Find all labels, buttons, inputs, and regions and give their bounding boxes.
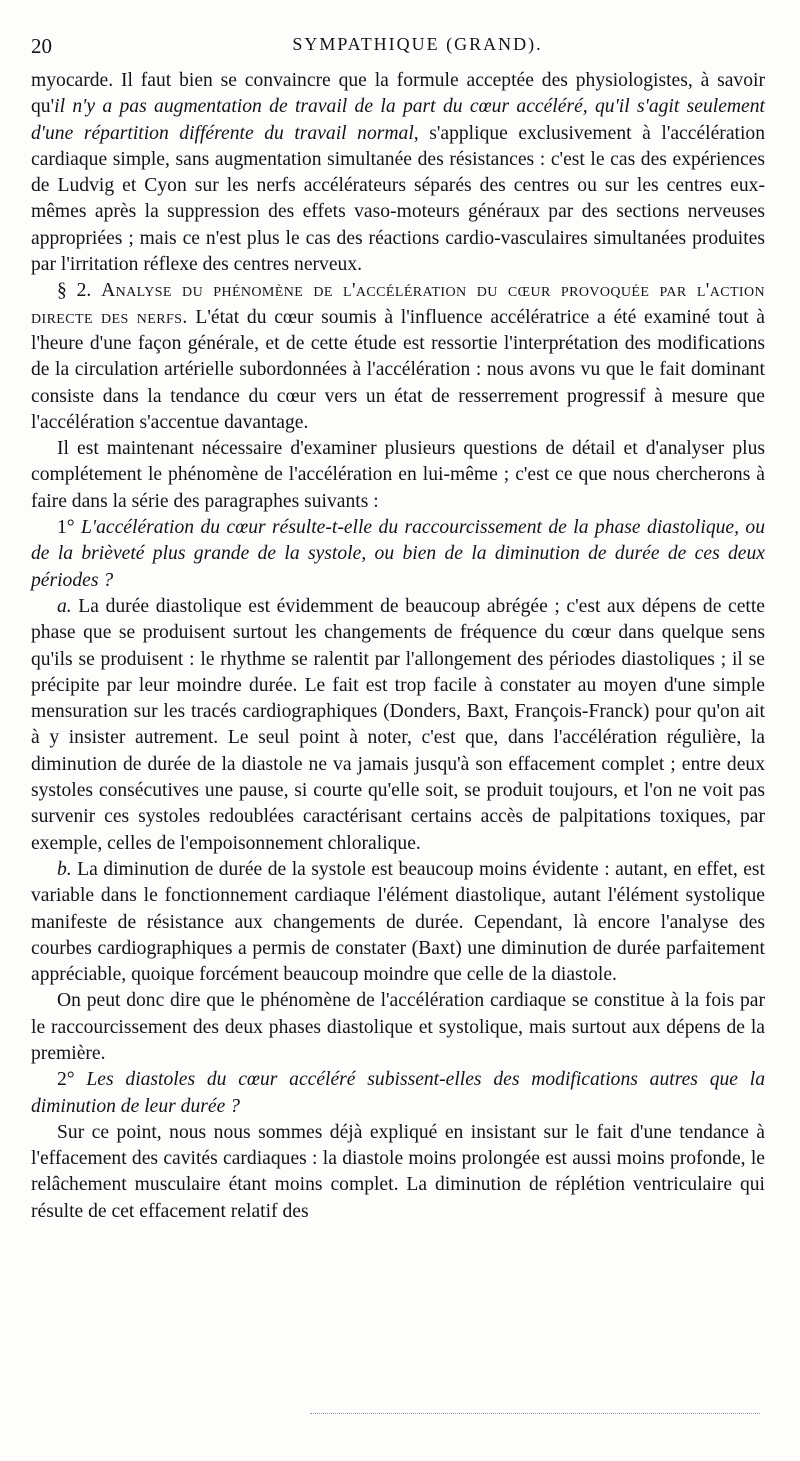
page-header — [31, 34, 764, 64]
section-paragraph — [31, 278, 765, 436]
text-run: L'état du cœur soumis à l'influence accélératrice a été examiné tout à l'heure d'une façon générale, et de cette étude est ressortie l'interprétation des modifications de la circulation artérielle subordonnées à l'accélération : nous avons vu que le fait dominant consiste dans la tendance du cœur vers un état de resserrement progressif à mesure que l'accélération s'accentue davantage. — [31, 306, 765, 433]
item-letter: b. — [57, 858, 72, 880]
question-text: Les diastoles du cœur accéléré subissent-elles des modifications autres que la diminution de leur durée ? — [31, 1069, 765, 1117]
question-1 — [31, 515, 765, 594]
body-text — [31, 68, 765, 1225]
text-run: , s'applique exclusivement à l'accélération cardiaque simple, sans augmentation simultanée des résistances : c'est le cas des expériences de Ludvig et Cyon sur les nerfs accélérateurs séparés des centres ou sur les centres eux-mêmes après la suppression des effets vaso-moteurs généraux par des sections nerveuses appropriées ; mais ce n'est plus le cas des réactions cardio-vasculaires simultanées produites par l'irritation réflexe des centres nerveux. — [31, 122, 765, 276]
section-number: § 2. — [57, 280, 92, 302]
text-run: myocarde. Il faut bien se convaincre que la formule acceptée des physiologistes, à savoir qu' — [31, 70, 765, 118]
page-number: 20 — [31, 34, 52, 58]
text-run: La diminution de durée de la systole est beaucoup moins évidente : autant, en effet, est variable dans le fonctionnement cardiaque l'élément diastolique, autant l'élément systolique manifeste de résistance aux changements de durée. Cependant, là encore l'analyse des courbes cardiographiques a permis de constater (Baxt) une diminution de durée parfaitement appréciable, quoique forcément beaucoup moindre que celle de la diastole. — [31, 858, 765, 986]
question-number: 2° — [57, 1069, 87, 1091]
item-letter: a. — [57, 595, 72, 617]
paragraph: Il est maintenant nécessaire d'examiner plusieurs questions de détail et d'analyser plus complétement le phénomène de l'accélération en lui-même ; c'est ce que nous chercherons à faire dans la série des paragraphes suivants : — [31, 438, 765, 512]
paragraph: On peut donc dire que le phénomène de l'accélération cardiaque se constitue à la fois par le raccourcissement des deux phases diastolique et systolique, mais surtout aux dépens de la première. — [31, 990, 765, 1064]
question-text: L'accélération du cœur résulte-t-elle du raccourcissement de la phase diastolique, ou de la brièveté plus grande de la systole, ou bien de la diminution de durée de ces deux périodes ? — [31, 517, 765, 591]
paragraph-continued — [31, 68, 765, 278]
section-heading: Analyse du phénomène de l'accélération du cœur provoquée par l'action directe des nerfs. — [31, 280, 766, 328]
paragraph: Sur ce point, nous nous sommes déjà expliqué en insistant sur le fait d'une tendance à l'effacement des cavités cardiaques : la diastole moins prolongée est aussi moins profonde, le relâchement musculaire étant moins complet. La diminution de réplétion ventriculaire qui résulte de cet effacement relatif des — [31, 1121, 765, 1222]
text-run: La durée diastolique est évidemment de beaucoup abrégée ; c'est aux dépens de cette phase que se produisent surtout les changements de fréquence du cœur dans quelque sens qu'ils se produisent : le rhythme se ralentit par l'allongement des périodes diastoliques ; il se précipite par leur moindre durée. Le fait est trop facile à constater au moyen d'une simple mensuration sur les tracés cardiographiques (Donders, Baxt, François-Franck) pour qu'on ait à y insister autrement. Le seul point à noter, c'est que, dans l'accélération régulière, la diminution de durée de la diastole ne va jamais jusqu'à son effacement complet ; entre deux systoles consécutives une pause, si courte qu'elle soit, se produit toujours, et l'on ne voit pas survenir ces systoles redoublées caractérisant certains accès de palpitations toxiques, par exemple, celles de l'empoisonnement chloralique. — [31, 595, 765, 854]
question-number: 1° — [57, 517, 82, 539]
paragraph-b — [31, 857, 765, 988]
question-2 — [31, 1067, 765, 1120]
running-title: SYMPATHIQUE (GRAND). — [292, 34, 543, 54]
italic-quote: il n'y a pas augmentation de travail de la part du cœur accéléré, qu'il s'agit seulement d'une répartition différente du travail normal — [31, 96, 765, 144]
footer-rule — [310, 1413, 760, 1414]
paragraph-a — [31, 594, 765, 857]
